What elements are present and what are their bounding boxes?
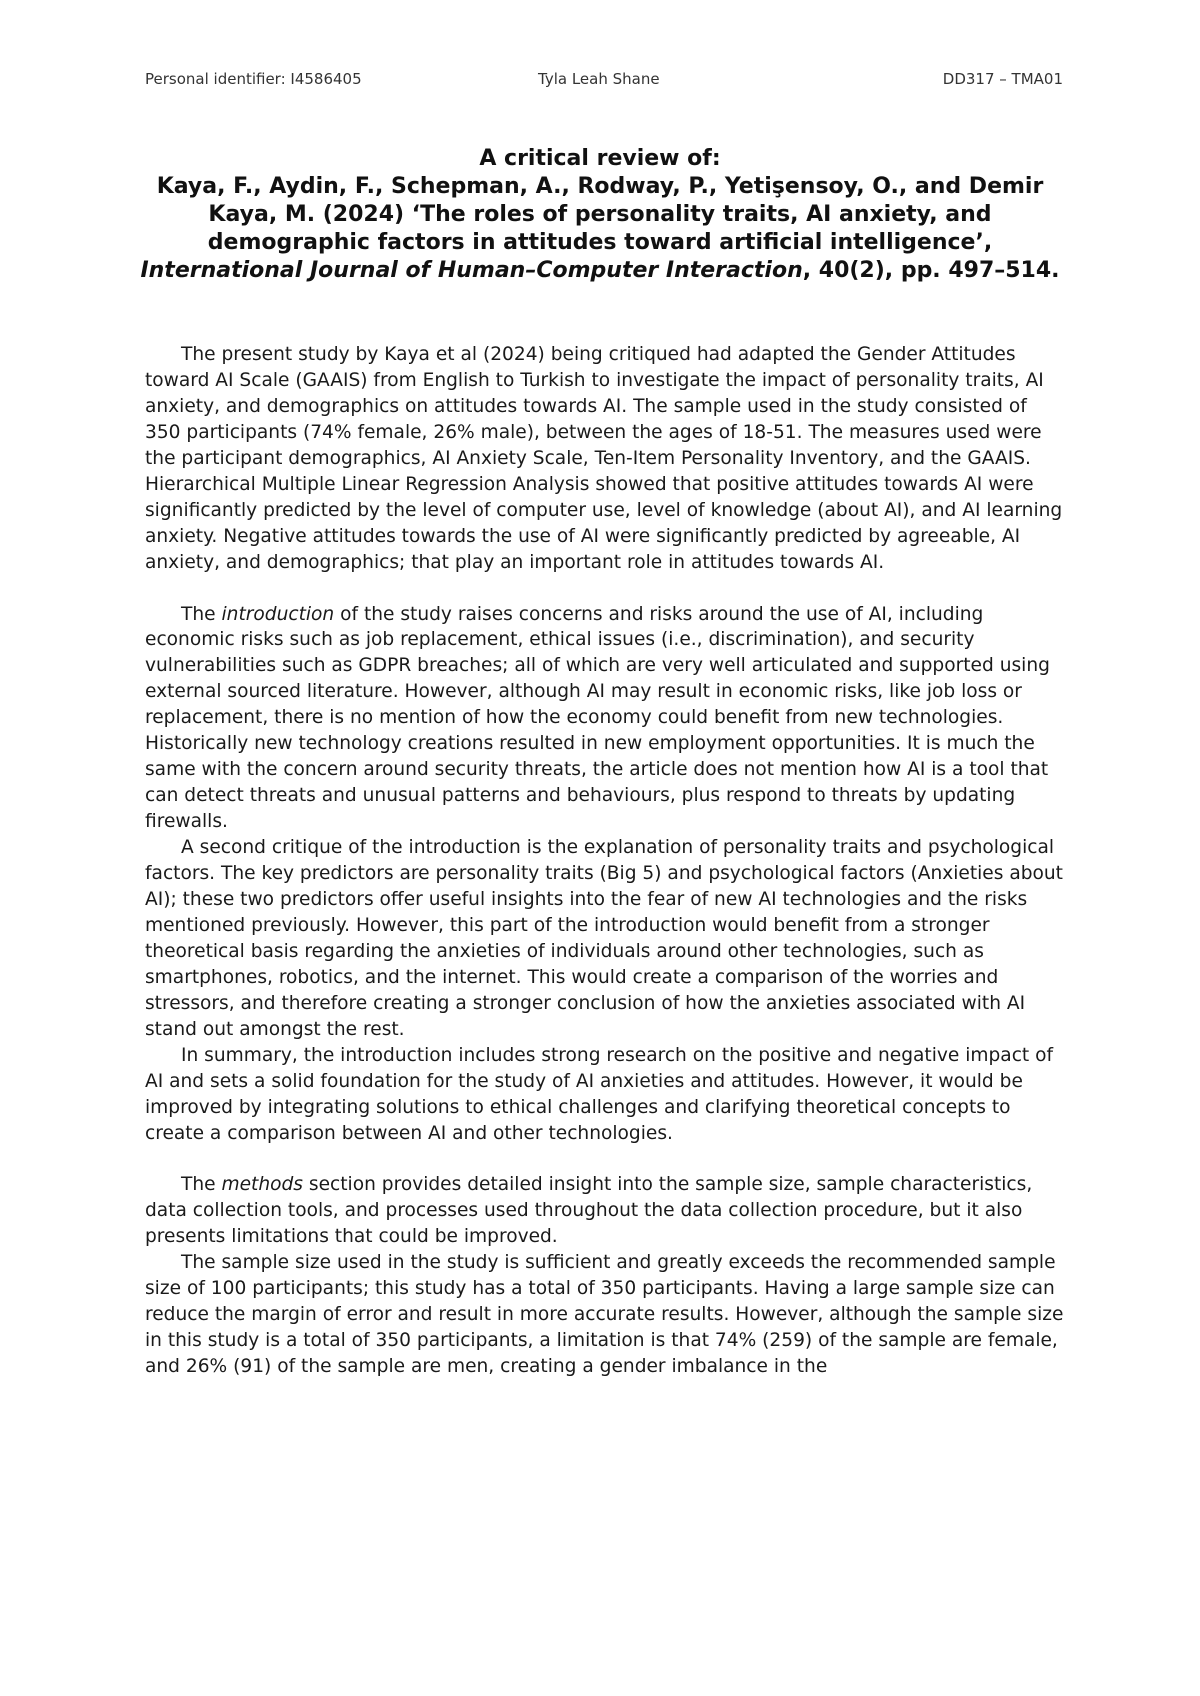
intro-lead: The: [181, 603, 222, 625]
methods-paragraph: [145, 1172, 1065, 1250]
summary-critique-paragraph: In summary, the introduction includes strong research on the positive and negative impact of AI and sets a solid foundation for the study of AI anxieties and attitudes. However, it would be improved by integrating solutions to ethical challenges and clarifying theoretical concepts to create a comparison between AI and other technologies.: [145, 1044, 1054, 1144]
sample-size-paragraph: The sample size used in the study is sufficient and greatly exceeds the recommended sample size of 100 participants; this study has a total of 350 participants. Having a large sample size can reduce the margin of error and result in more accurate results. However, although the sample size in this study is a total of 350 participants, a limitation is that 74% (259) of the sample are female, and 26% (91) of the sample are men, creating a gender imbalance in the: [145, 1252, 1064, 1378]
citation-tail: , 40(2), pp. 497–514.: [802, 258, 1060, 283]
introduction-paragraph: [145, 602, 1065, 836]
title-citation: [140, 173, 1060, 285]
module-code: DD317 – TMA01: [942, 70, 1063, 88]
methods-lead: The: [181, 1174, 222, 1196]
summary-paragraph: The present study by Kaya et al (2024) being critiqued had adapted the Gender Attitudes toward AI Scale (GAAIS) from English to Turkish to investigate the impact of personality traits, AI anxiety, and demographics on attitudes towards AI. The sample used in the study consisted of 350 participants (74% female, 26% male), between the ages of 18-51. The measures used were the participant demographics, AI Anxiety Scale, Ten-Item Personality Inventory, and the GAAIS. Hierarchical Multiple Linear Regression Analysis showed that positive attitudes towards AI were significantly predicted by the level of computer use, level of knowledge (about AI), and AI learning anxiety. Negative attitudes towards the use of AI were significantly predicted by agreeable, AI anxiety, and demographics; that play an important role in attitudes towards AI.: [145, 344, 1063, 573]
document-body: [145, 342, 1065, 1380]
personal-identifier: Personal identifier: I4586405: [145, 70, 362, 88]
title-heading: A critical review of:: [479, 146, 721, 171]
page-header: [0, 70, 1200, 92]
author-name: Tyla Leah Shane: [538, 70, 660, 88]
methods-emphasis: methods: [221, 1174, 303, 1196]
citation-authors: Kaya, F., Aydin, F., Schepman, A., Rodway, P., Yetişensoy, O., and Demir Kaya, M. (2024) ‘The roles of personality traits, AI anxiety, and demographic factors in attitudes toward artificial intelligence’,: [156, 174, 1044, 255]
intro-rest: of the study raises concerns and risks around the use of AI, including economic risks such as job replacement, ethical issues (i.e., discrimination), and security vulnerabilities such as GDPR breaches; all of which are very well articulated and supported using external sourced literature. However, although AI may result in economic risks, like job loss or replacement, there is no mention of how the economy could benefit from new technologies. Historically new technology creations resulted in new employment opportunities. It is much the same with the concern around security threats, the article does not mention how AI is a tool that can detect threats and unusual patterns and behaviours, plus respond to threats by updating firewalls.: [145, 603, 1050, 833]
methods-rest: section provides detailed insight into the sample size, sample characteristics, data collection tools, and processes used throughout the data collection procedure, but it also presents limitations that could be improved.: [145, 1174, 1033, 1248]
journal-name: International Journal of Human–Computer Interaction: [140, 258, 803, 283]
second-critique-paragraph: A second critique of the introduction is the explanation of personality traits and psychological factors. The key predictors are personality traits (Big 5) and psychological factors (Anxieties about AI); these two predictors offer useful insights into the fear of new AI technologies and the risks mentioned previously. However, this part of the introduction would benefit from a stronger theoretical basis regarding the anxieties of individuals around other technologies, such as smartphones, robotics, and the internet. This would create a comparison of the worries and stressors, and therefore creating a stronger conclusion of how the anxieties associated with AI stand out amongst the rest.: [145, 837, 1063, 1040]
document-title: [140, 145, 1060, 285]
intro-emphasis: introduction: [221, 603, 335, 625]
